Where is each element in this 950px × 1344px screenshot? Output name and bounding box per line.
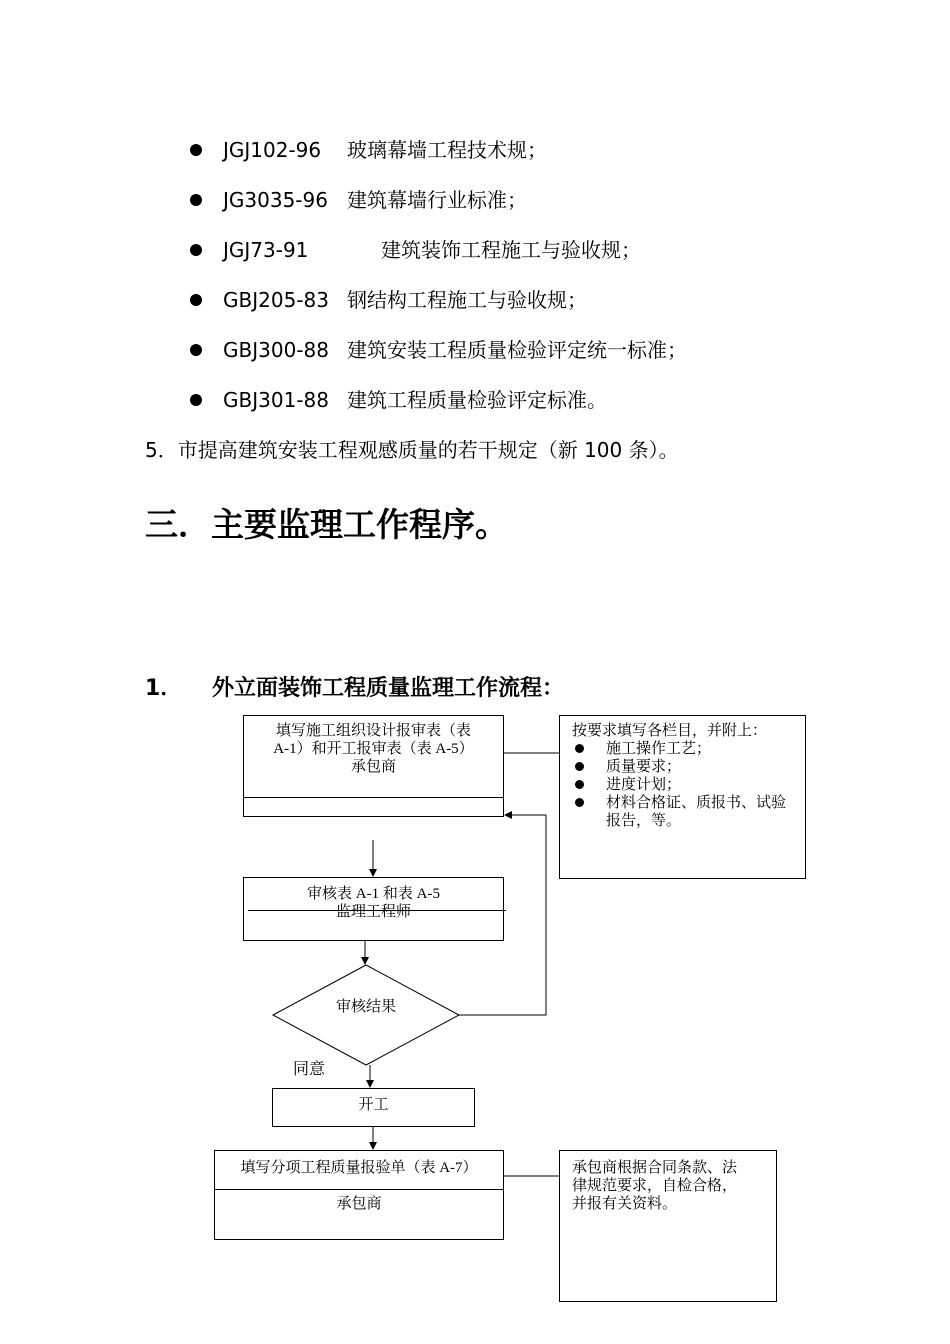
standard-code: GBJ205-83 — [223, 288, 329, 312]
section-title: 三．主要监理工作程序。 — [145, 505, 508, 544]
bullet-icon — [575, 744, 584, 753]
flow-box-submit-forms — [243, 715, 504, 817]
box-divider — [215, 1189, 503, 1190]
standard-desc: 建筑幕墙行业标准； — [347, 188, 527, 212]
standard-desc: 钢结构工程施工与验收规； — [347, 288, 587, 312]
box-text: 开工 — [358, 1097, 389, 1113]
flow-box-inspection-form — [214, 1150, 504, 1240]
note-intro: 按要求填写各栏目，并附上： — [572, 723, 768, 739]
strike-line — [248, 910, 506, 911]
box-text: 承包商 — [350, 759, 396, 775]
standard-code: JGJ73-91 — [223, 238, 309, 262]
box-text: A-1）和开工报审表（表 A-5） — [273, 741, 474, 757]
standard-code: JGJ102-96 — [223, 138, 322, 162]
decision-label: 审核结果 — [335, 999, 396, 1015]
note-text: 承包商根据合同条款、法 — [572, 1160, 738, 1176]
note-item: 施工操作工艺； — [572, 740, 797, 758]
note-item: 质量要求； — [572, 758, 797, 776]
standard-desc: 玻璃幕墙工程技术规； — [347, 138, 547, 162]
standard-desc: 建筑工程质量检验评定标准。 — [347, 388, 607, 412]
note-item: 材料合格证、质报书、试验报告，等。 — [572, 794, 797, 830]
bullet-icon — [575, 780, 584, 789]
standard-desc: 建筑安装工程质量检验评定统一标准； — [347, 338, 687, 362]
flow-box-start-work — [272, 1088, 475, 1127]
flow-note-requirements — [559, 715, 806, 879]
flow-note-self-check — [559, 1150, 777, 1302]
standard-code: GBJ300-88 — [223, 338, 329, 362]
subsection-title: 外立面装饰工程质量监理工作流程： — [212, 676, 565, 701]
bullet-icon — [575, 798, 584, 807]
box-text: 监理工程师 — [335, 904, 411, 920]
box-text: 承包商 — [336, 1196, 382, 1212]
box-text: 填写分项工程质量报验单（表 A-7） — [240, 1160, 478, 1176]
box-divider — [244, 797, 503, 798]
note-text: 并报有关资料。 — [572, 1196, 678, 1212]
box-text: 填写施工组织设计报审表（表 — [275, 723, 471, 739]
standard-code: JG3035-96 — [223, 188, 328, 212]
subsection-number: 1． — [145, 676, 183, 701]
item-5-text: 5．市提高建筑安装工程观感质量的若干规定（新 100 条）。 — [145, 438, 679, 462]
standard-code: GBJ301-88 — [223, 388, 329, 412]
box-text: 审核表 A-1 和表 A-5 — [307, 886, 440, 902]
note-item: 进度计划； — [572, 776, 797, 794]
note-text: 律规范要求，自检合格， — [572, 1178, 738, 1194]
agree-label: 同意 — [293, 1059, 326, 1078]
standard-desc: 建筑装饰工程施工与验收规； — [381, 238, 641, 262]
bullet-icon — [575, 762, 584, 771]
flow-box-review-forms — [243, 877, 504, 941]
